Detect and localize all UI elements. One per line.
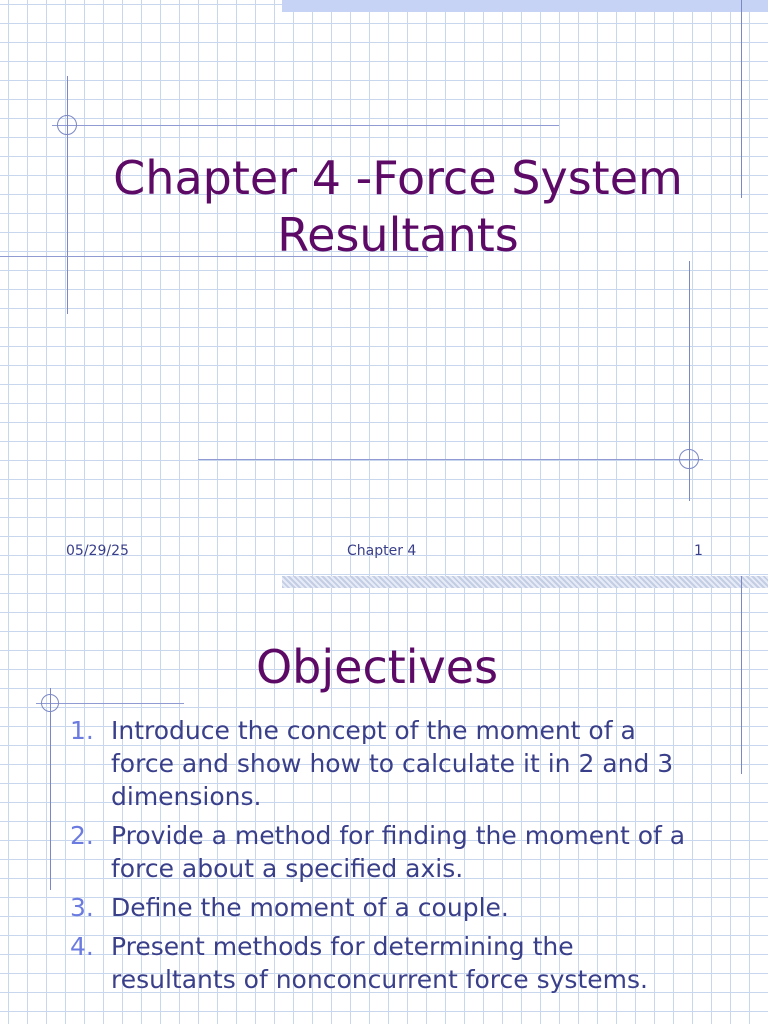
border-line: [52, 125, 559, 126]
list-item-number: 2.: [70, 821, 94, 850]
list-item-number: 3.: [70, 893, 94, 922]
slide-objectives: [0, 576, 768, 1024]
list-item-number: 4.: [70, 932, 94, 961]
border-line: [67, 76, 68, 314]
footer-chapter: Chapter 4: [347, 543, 417, 559]
list-item: [0, 891, 768, 924]
list-item-text: Provide a method for finding the moment of a force about a specified axis.: [111, 821, 686, 883]
objectives-list: [0, 714, 768, 1002]
list-item: [0, 714, 768, 813]
corner-ring: [41, 694, 59, 712]
list-item: [0, 819, 768, 885]
border-line: [741, 0, 742, 198]
header-bar: [282, 576, 768, 588]
border-line: [198, 459, 703, 460]
list-item-number: 1.: [70, 716, 94, 745]
corner-ring: [57, 115, 77, 135]
footer-date: 05/29/25: [66, 543, 129, 559]
footer-page-number: 1: [694, 543, 703, 559]
list-item: [0, 930, 768, 996]
list-item-text: Define the moment of a couple.: [111, 893, 509, 922]
slide-title-text: Chapter 4 -Force System Resultants: [113, 151, 683, 262]
header-bar: [282, 0, 768, 12]
corner-ring: [679, 449, 699, 469]
list-item-text: Introduce the concept of the moment of a force and show how to calculate it in 2 and 3 dimensions.: [111, 716, 674, 811]
list-item-text: Present methods for determining the resultants of nonconcurrent force systems.: [111, 932, 648, 994]
objectives-heading: Objectives: [255, 640, 499, 694]
